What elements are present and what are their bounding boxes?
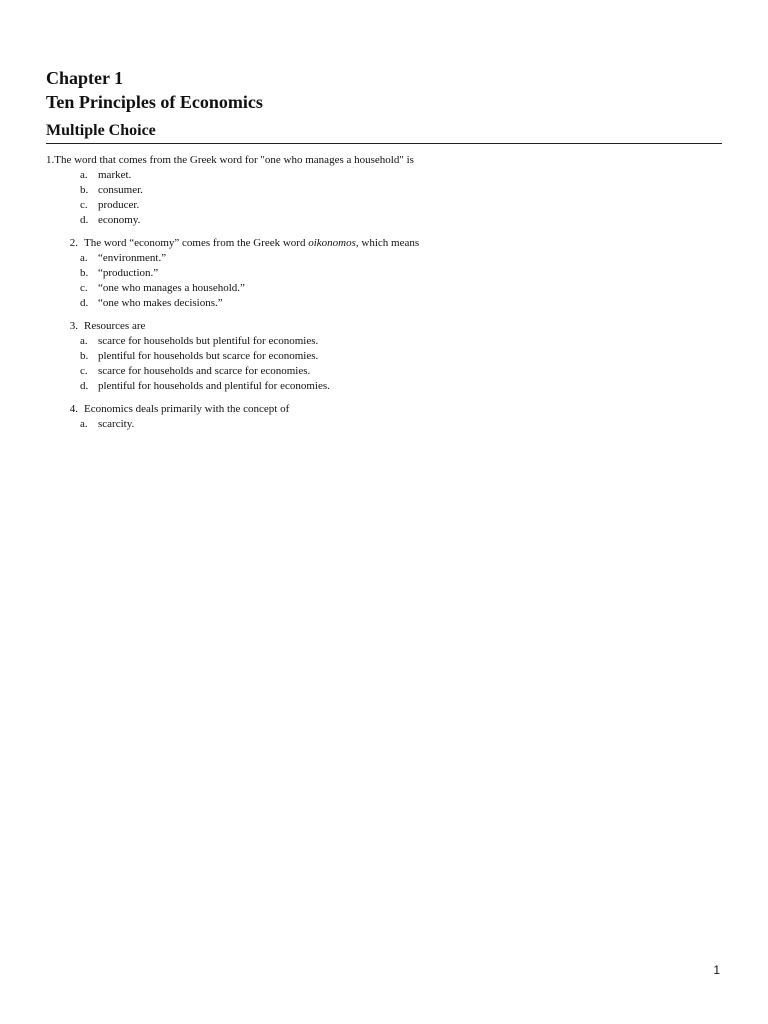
option-text: consumer. [98,184,143,196]
option-b [46,266,722,281]
option-letter: a. [80,252,88,264]
question-2 [46,236,722,311]
option-c [46,198,722,213]
page-number: 1 [713,963,720,977]
chapter-heading [46,66,263,114]
option-text: scarcity. [98,418,135,430]
question-text-after: , which means [355,237,420,249]
option-letter: c. [80,199,88,211]
question-stem [46,319,722,334]
question-number: 4. [69,403,78,415]
option-text: producer. [98,199,140,211]
option-text: scarce for households but plentiful for economies. [98,335,319,347]
option-letter: b. [80,184,89,196]
option-a [46,168,722,183]
option-text: plentiful for households and plentiful for economies. [98,380,330,392]
option-letter: c. [80,365,88,377]
option-letter: d. [80,380,89,392]
option-a [46,417,722,432]
question-text: Resources are [84,320,146,332]
option-letter: b. [80,350,89,362]
option-a [46,251,722,266]
option-b [46,183,722,198]
option-text: “environment.” [98,252,167,264]
option-d [46,379,722,394]
question-number: 1. [46,154,55,166]
section-title: Multiple Choice [46,122,156,139]
option-letter: d. [80,297,89,309]
question-3 [46,319,722,394]
question-1 [46,153,722,228]
chapter-number: Chapter 1 [46,68,124,88]
option-letter: b. [80,267,89,279]
option-c [46,281,722,296]
option-b [46,349,722,364]
question-text-italic: oikonomos [308,237,356,249]
option-d [46,296,722,311]
option-text: “one who manages a household.” [98,282,245,294]
option-list [46,334,722,394]
option-text: “production.” [98,267,159,279]
option-letter: a. [80,335,88,347]
question-stem [46,236,722,251]
question-number: 3. [69,320,78,332]
chapter-title: Ten Principles of Economics [46,92,263,112]
option-text: market. [98,169,132,181]
question-list [46,153,722,440]
option-d [46,213,722,228]
question-4 [46,402,722,432]
question-stem [46,153,722,168]
option-text: economy. [98,214,141,226]
question-text: Economics deals primarily with the concept of [84,403,290,415]
question-stem [46,402,722,417]
option-letter: a. [80,418,88,430]
option-text: “one who makes decisions.” [98,297,223,309]
question-text: The word that comes from the Greek word for "one who manages a household" is [54,154,414,166]
option-a [46,334,722,349]
option-text: plentiful for households but scarce for economies. [98,350,319,362]
option-c [46,364,722,379]
option-letter: a. [80,169,88,181]
option-list [46,417,722,432]
option-list [46,168,722,228]
option-list [46,251,722,311]
option-letter: d. [80,214,89,226]
question-text [78,236,419,251]
question-number: 2. [69,237,78,249]
option-text: scarce for households and scarce for economies. [98,365,311,377]
question-text-before: The word “economy” comes from the Greek word [84,237,309,249]
section-header [46,121,722,144]
option-letter: c. [80,282,88,294]
